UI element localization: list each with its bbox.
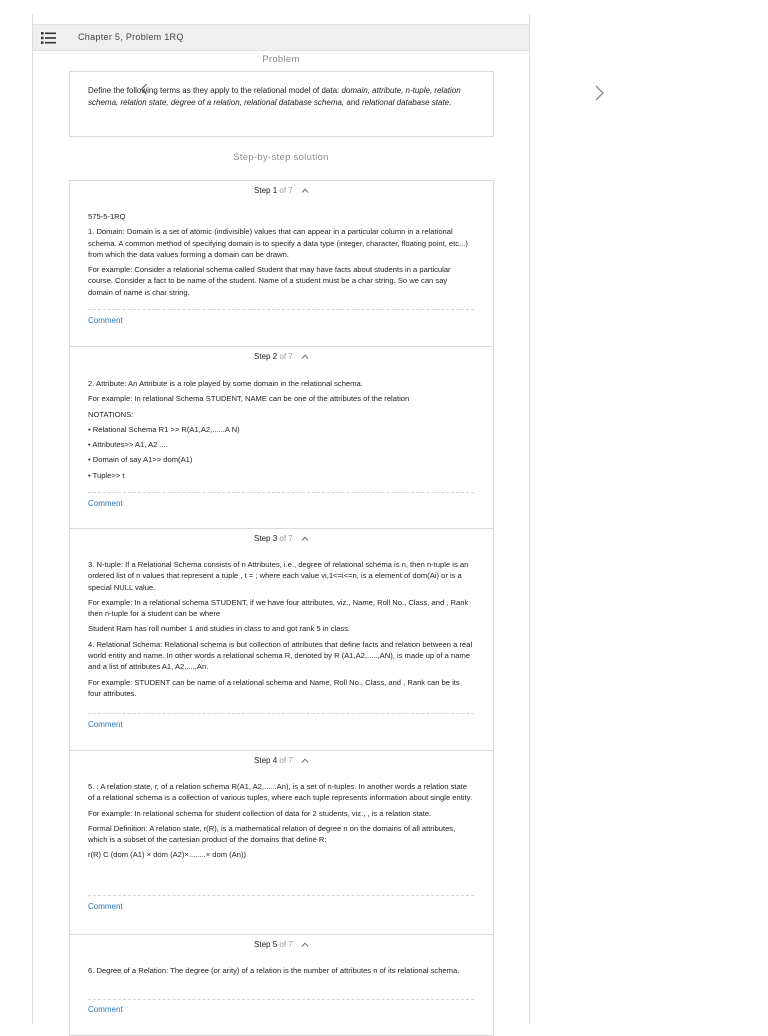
step-paragraph: • Domain of say A1>> dom(A1)	[88, 455, 193, 465]
step-body-4	[88, 781, 474, 865]
chevron-up-icon[interactable]	[301, 354, 309, 359]
divider	[88, 309, 474, 310]
divider	[88, 999, 474, 1000]
step-body-5	[88, 965, 474, 980]
step-paragraph: 3. N-tuple: If a Relational Schema consists of n Attributes, i.e., degree of relational schema is n, then n-tuple is an ordered list of n values that represent a tuple , t = ; where each value vi,1<=i<=n, is a element of dom(Ai) or is a special NULL value.	[88, 560, 469, 592]
step-label: Step 3	[254, 534, 278, 543]
problem-box	[69, 71, 494, 137]
step-body-1	[88, 211, 474, 302]
step-header-4[interactable]	[70, 756, 493, 765]
step-card-3	[69, 528, 494, 752]
step-paragraph: • Attributes>> A1, A2 ....	[88, 440, 168, 450]
problem-heading: Problem	[262, 54, 300, 65]
step-paragraph: For example: In a relational schema STUDENT, if we have four attributes, viz., Name, Roll No., Class, and , Rank then n-tuple for a student can be where	[88, 597, 469, 619]
chevron-up-icon[interactable]	[301, 536, 309, 541]
problem-end: .	[449, 97, 452, 107]
step-label: Step 2	[254, 352, 278, 361]
step-body-3	[88, 559, 474, 703]
problem-last-term: relational database state	[361, 97, 450, 107]
list-menu-icon[interactable]	[41, 31, 57, 43]
solution-heading: Step-by-step solution	[233, 152, 329, 163]
step-of-count: of 7	[279, 352, 293, 361]
comment-link[interactable]: Comment	[88, 902, 123, 911]
step-paragraph: For example: In relational Schema STUDENT, NAME can be one of the attributes of the relation	[88, 394, 410, 404]
step-body-2	[88, 378, 474, 485]
mouse-cursor-icon	[140, 83, 148, 97]
step-paragraph: 2. Attribute: An Attribute is a role played by some domain in the relational schema.	[88, 379, 363, 388]
chevron-up-icon[interactable]	[301, 758, 309, 763]
step-paragraph: For example: In relational schema for student collection of data for 2 students, viz., , is a relation state.	[88, 808, 432, 818]
step-of-count: of 7	[279, 940, 293, 949]
step-card-2	[69, 346, 494, 530]
step-paragraph: Student Ram has roll number 1 and studies in class to and got rank 5 in class.	[88, 624, 351, 634]
step-paragraph: • Relational Schema R1 >> R(A1,A2,......A N)	[88, 424, 240, 434]
divider	[88, 492, 474, 493]
step-paragraph: 575-5-1RQ	[88, 212, 126, 221]
step-header-3[interactable]	[70, 534, 493, 543]
divider	[88, 713, 474, 714]
comment-link[interactable]: Comment	[88, 316, 123, 325]
step-header-2[interactable]	[70, 352, 493, 361]
comment-link[interactable]: Comment	[88, 1005, 123, 1014]
step-header-1[interactable]	[70, 186, 493, 195]
problem-and: and	[346, 97, 362, 107]
comment-link[interactable]: Comment	[88, 720, 123, 729]
step-of-count: of 7	[279, 756, 293, 765]
chevron-up-icon[interactable]	[301, 188, 309, 193]
step-card-5	[69, 934, 494, 1036]
step-label: Step 1	[254, 186, 278, 195]
step-paragraph: r(R) C (dom (A1) × dom (A2)×........× dom (An))	[88, 850, 247, 860]
step-paragraph: 1. Domain: Domain is a set of atomic (indivisible) values that can appear in a particular column in a relational schema. A common method of specifying domain is to specify a data type (integer, character, floating point, etc...) from which the data values forming a domain can be drawn.	[88, 227, 468, 259]
chapter-bar	[33, 24, 529, 51]
chapter-title: Chapter 5, Problem 1RQ	[78, 32, 184, 42]
step-header-5[interactable]	[70, 940, 493, 949]
step-of-count: of 7	[279, 534, 293, 543]
chevron-up-icon[interactable]	[301, 942, 309, 947]
problem-lead: Define the following terms as they apply to the relational model of data:	[88, 86, 342, 95]
chevron-right-icon[interactable]	[592, 84, 606, 102]
step-card-1	[69, 180, 494, 348]
step-paragraph: NOTATIONS:	[88, 409, 134, 419]
step-of-count: of 7	[279, 186, 293, 195]
step-paragraph: 6. Degree of a Relation: The degree (or arity) of a relation is the number of attributes n of its relational schema.	[88, 966, 460, 975]
step-paragraph: 5. : A relation state, r, of a relation schema R(A1, A2,......An), is a set of n-tuples. In another words a relation state of a relational schema is a collection of various tuples, where each tuple represents information about single entity.	[88, 782, 472, 803]
step-paragraph: 4. Relational Schema: Relational schema is but collection of attributes that define facts and relation between a real world entity and name. In other words a relational schema R, denoted by R (A1,A2,.....,AN), is made up of a name and a list of attributes A1, A2,....,An.	[88, 639, 473, 672]
divider	[88, 895, 474, 896]
step-paragraph: For example: Consider a relational schema called Student that may have facts about students in a particular course. Consider a fact to be name of the student. Name of a student must be a char string. So we can say domain of name is char string.	[88, 265, 451, 297]
step-card-4	[69, 750, 494, 936]
solution-panel	[32, 14, 530, 1024]
step-paragraph: For example: STUDENT can be name of a relational schema and Name, Roll No., Class, and , Rank can be its four attributes.	[88, 677, 460, 698]
step-label: Step 4	[254, 756, 278, 765]
comment-link[interactable]: Comment	[88, 499, 123, 508]
step-label: Step 5	[254, 940, 278, 949]
problem-terms: domain, attribute, n-tuple, relation schema, relation state, degree of a relation, relational database schema,	[88, 86, 461, 107]
step-paragraph: Formal Definition: A relation state, r(R), is a mathematical relation of degree n on the domains of all attributes, which is a subset of the cartesian product of the domains that define R:	[88, 823, 456, 845]
step-paragraph: • Tuple>> t	[88, 470, 125, 480]
